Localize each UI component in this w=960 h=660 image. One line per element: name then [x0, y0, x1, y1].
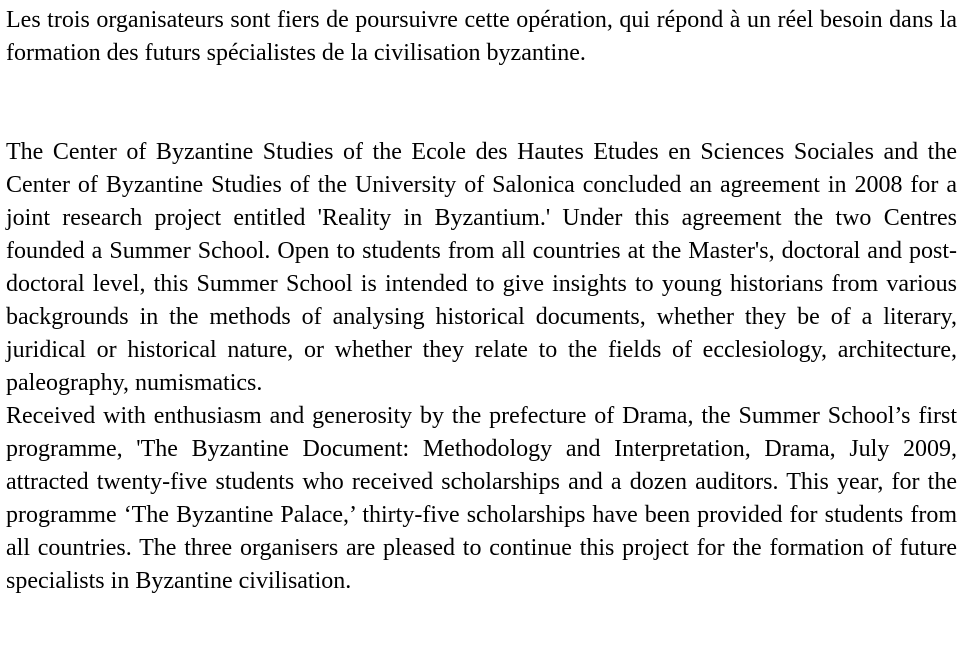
- paragraph-drama-programme: Received with enthusiasm and generosity by the prefecture of Drama, the Summer School’s first programme, 'The Byzantine Document: Methodology and Interpretation, Drama, July 2009, attracted twenty-five students who received scholarships and a dozen auditors. This year, for the programme ‘The Byzantine Palace,’ thirty-five scholarships have been provided for students from all countries. The three organisers are pleased to continue this project for the formation of future specialists in Byzantine civilisation.: [6, 403, 957, 594]
- paragraph-spacer: [6, 70, 957, 136]
- paragraph-french-intro: Les trois organisateurs sont fiers de poursuivre cette opération, qui répond à un réel besoin dans la formation des futurs spécialistes de la civilisation byzantine.: [6, 7, 957, 66]
- document-page: [6, 4, 957, 598]
- paragraph-summer-school-agreement: The Center of Byzantine Studies of the Ecole des Hautes Etudes en Sciences Sociales and the Center of Byzantine Studies of the University of Salonica concluded an agreement in 2008 for a joint research project entitled 'Reality in Byzantium.' Under this agreement the two Centres founded a Summer School. Open to students from all countries at the Master's, doctoral and post-doctoral level, this Summer School is intended to give insights to young historians from various backgrounds in the methods of analysing historical documents, whether they be of a literary, juridical or historical nature, or whether they relate to the fields of ecclesiology, architecture, paleography, numismatics.: [6, 139, 957, 396]
